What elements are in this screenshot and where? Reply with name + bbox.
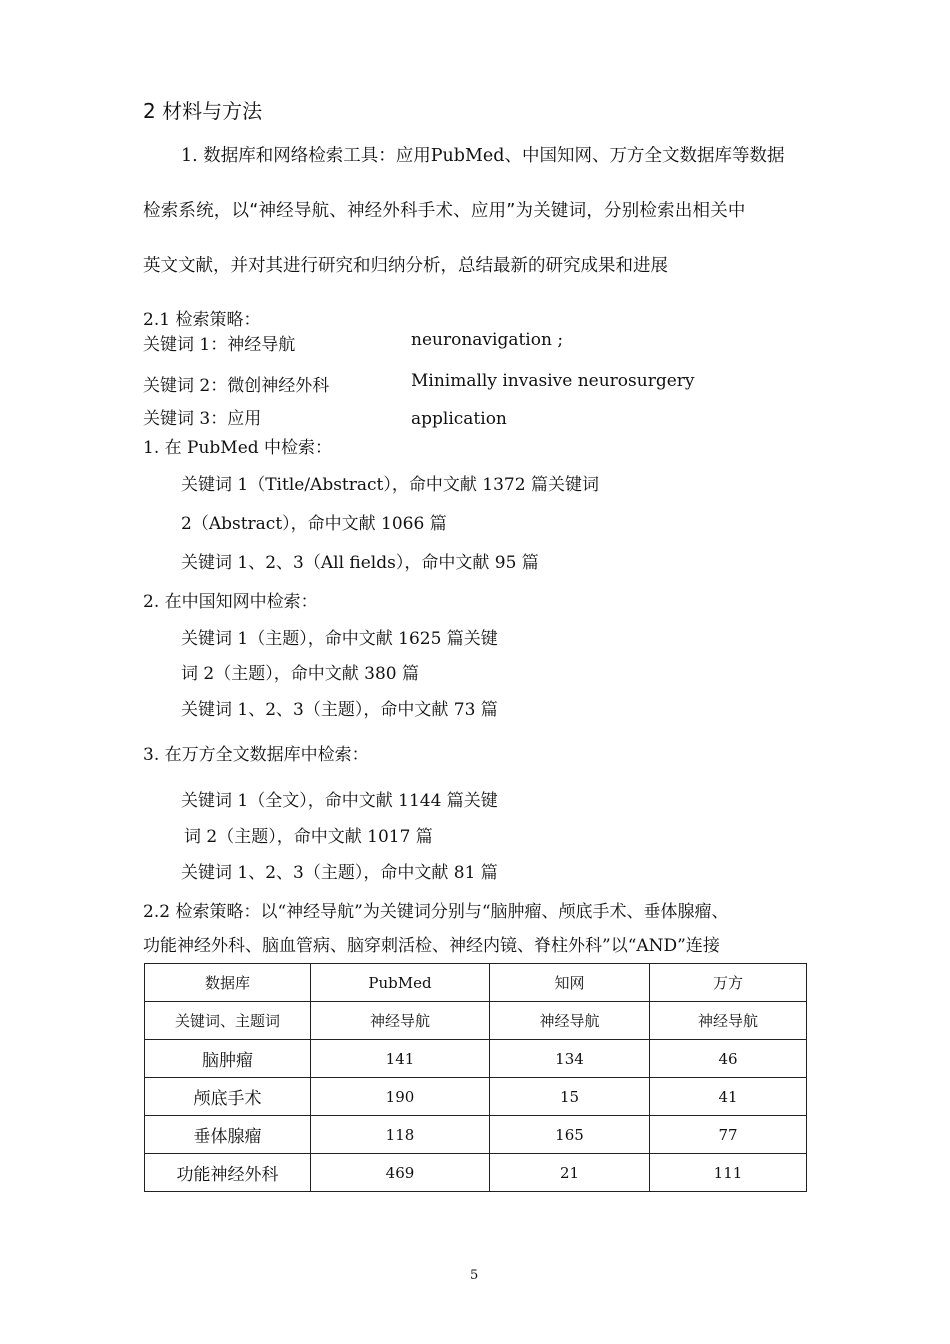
results-table xyxy=(144,963,807,1192)
table-subheader-cell: 神经导航 xyxy=(650,1002,807,1040)
keyword-1-english: neuronavigation ; xyxy=(411,330,564,350)
cnki-heading: 2. 在中国知网中检索： xyxy=(143,592,318,612)
table-cell: 41 xyxy=(650,1078,807,1116)
table-cell: 21 xyxy=(490,1154,650,1192)
table-header-cell: PubMed xyxy=(311,964,490,1002)
section-heading: 2 材料与方法 xyxy=(143,99,263,123)
table-row-label: 功能神经外科 xyxy=(145,1154,311,1192)
table-row xyxy=(145,1040,807,1078)
cnki-line-3: 关键词 1、2、3（主题），命中文献 73 篇 xyxy=(181,700,498,720)
wanfang-heading-c: 中检索： xyxy=(300,745,369,765)
intro-line-1-d: 中国知网、万方全文数据库等数据 xyxy=(522,146,785,166)
table-cell: 469 xyxy=(311,1154,490,1192)
strategy-1-title: 2.1 检索策略： xyxy=(143,310,261,330)
intro-line-1 xyxy=(181,142,785,167)
intro-line-1-b: 应用 xyxy=(395,146,431,166)
table-subheader-cell: 关键词、主题词 xyxy=(145,1002,311,1040)
pubmed-line-3: 关键词 1、2、3（All fields），命中文献 95 篇 xyxy=(181,553,539,573)
table-cell: 165 xyxy=(490,1116,650,1154)
table-cell: 134 xyxy=(490,1040,650,1078)
table-row-label: 垂体腺瘤 xyxy=(145,1116,311,1154)
intro-line-3: 英文文献，并对其进行研究和归纳分析，总结最新的研究成果和进展 xyxy=(143,256,668,276)
table-subheader-cell: 神经导航 xyxy=(311,1002,490,1040)
strategy-2-line-1: 2.2 检索策略：以“神经导航”为关键词分别与“脑肿瘤、颅底手术、垂体腺瘤、 xyxy=(143,902,729,922)
table-header-cell: 知网 xyxy=(490,964,650,1002)
cnki-line-1: 关键词 1（主题），命中文献 1625 篇关键 xyxy=(181,629,498,649)
wanfang-heading xyxy=(143,740,369,765)
cnki-line-2: 词 2（主题），命中文献 380 篇 xyxy=(181,664,419,684)
table-cell: 118 xyxy=(311,1116,490,1154)
keyword-3-english: application xyxy=(411,409,507,429)
table-cell: 46 xyxy=(650,1040,807,1078)
table-row-label: 脑肿瘤 xyxy=(145,1040,311,1078)
table-header-cell: 万方 xyxy=(650,964,807,1002)
keyword-2-label: 关键词 2：微创神经外科 xyxy=(143,376,330,396)
wanfang-line-2: 词 2（主题），命中文献 1017 篇 xyxy=(184,827,433,847)
pubmed-line-2: 2（Abstract），命中文献 1066 篇 xyxy=(181,514,447,534)
page-number: 5 xyxy=(470,1268,479,1283)
table-row-label: 颅底手术 xyxy=(145,1078,311,1116)
table-subheader-row xyxy=(145,1002,807,1040)
intro-line-2: 检索系统，以“神经导航、神经外科手术、应用”为关键词，分别检索出相关中 xyxy=(143,201,746,221)
wanfang-heading-b: 万方全文数据库 xyxy=(181,745,301,765)
table-cell: 77 xyxy=(650,1116,807,1154)
strategy-2-line-2: 功能神经外科、脑血管病、脑穿刺活检、神经内镜、脊柱外科”以“AND”连接 xyxy=(143,936,720,956)
table-cell: 111 xyxy=(650,1154,807,1192)
keyword-3-label: 关键词 3：应用 xyxy=(143,409,262,429)
keyword-2-english: Minimally invasive neurosurgery xyxy=(411,371,695,391)
table-cell: 15 xyxy=(490,1078,650,1116)
table-row xyxy=(145,1154,807,1192)
wanfang-line-3: 关键词 1、2、3（主题），命中文献 81 篇 xyxy=(181,863,498,883)
keyword-1-label: 关键词 1：神经导航 xyxy=(143,335,296,355)
table-cell: 141 xyxy=(311,1040,490,1078)
pubmed-line-1: 关键词 1（Title/Abstract），命中文献 1372 篇关键词 xyxy=(181,475,599,495)
table-header-row xyxy=(145,964,807,1002)
table-cell: 190 xyxy=(311,1078,490,1116)
intro-line-1-a: 1. 数据库和网络检索工具： xyxy=(181,146,396,166)
table-row xyxy=(145,1078,807,1116)
table-row xyxy=(145,1116,807,1154)
table-header-cell: 数据库 xyxy=(145,964,311,1002)
pubmed-heading: 1. 在 PubMed 中检索： xyxy=(143,438,333,458)
table-subheader-cell: 神经导航 xyxy=(490,1002,650,1040)
wanfang-line-1: 关键词 1（全文），命中文献 1144 篇关键 xyxy=(181,791,498,811)
intro-line-1-c: PubMed、 xyxy=(430,146,522,166)
wanfang-heading-a: 3. 在 xyxy=(143,745,182,765)
